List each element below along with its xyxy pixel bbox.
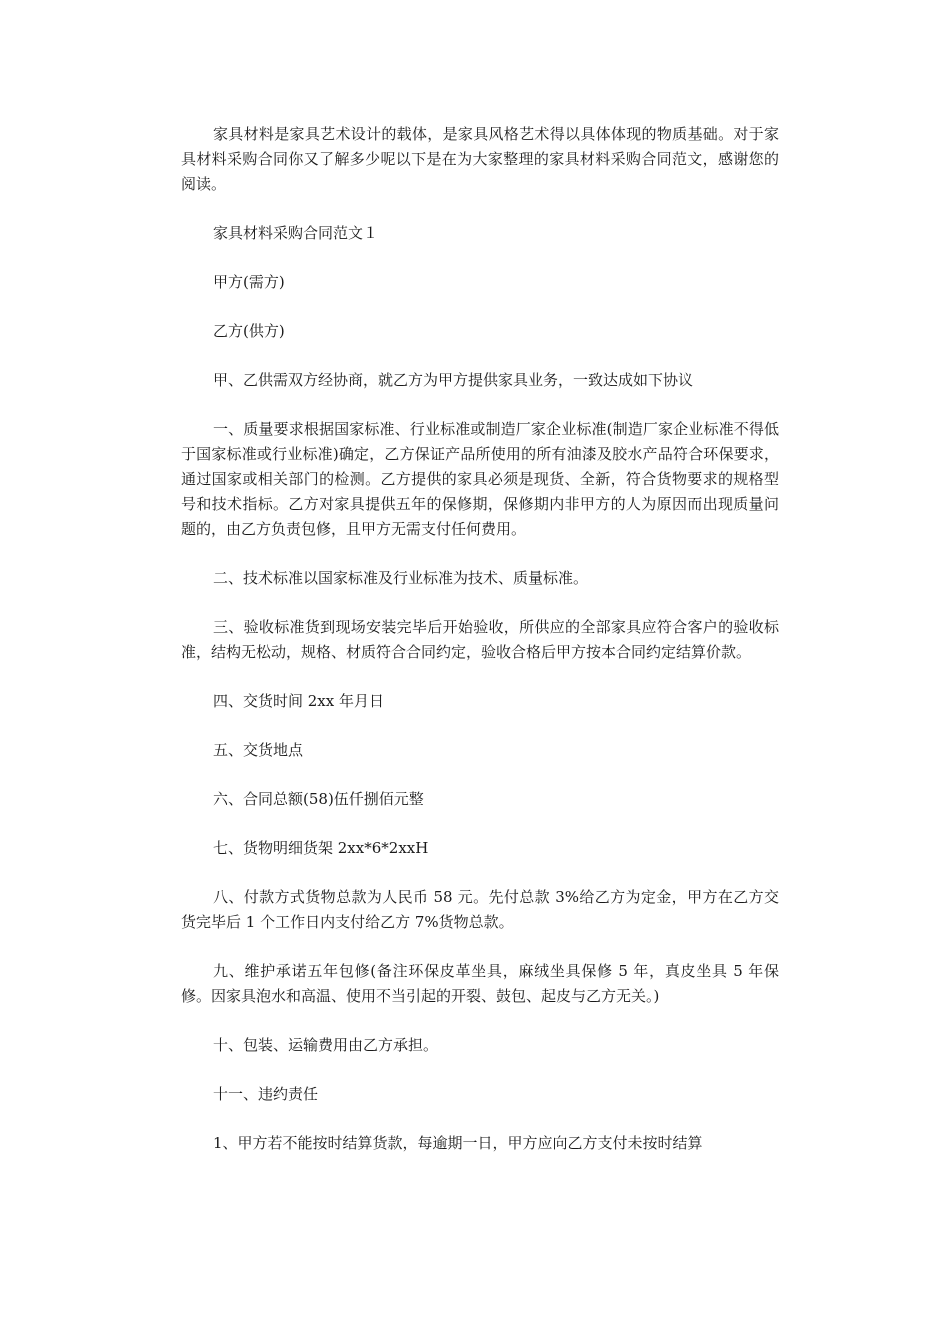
clause-payment: 八、付款方式货物总款为人民币 58 元。先付总款 3%给乙方为定金，甲方在乙方交货完毕后 1 个工作日内支付给乙方 7%货物总款。 xyxy=(181,888,779,931)
clause-technical-standard: 二、技术标准以国家标准及行业标准为技术、质量标准。 xyxy=(213,569,589,587)
clause-delivery-place: 五、交货地点 xyxy=(213,741,304,759)
clause-acceptance: 三、验收标准货到现场安装完毕后开始验收，所供应的全部家具应符合客户的验收标准，结构无松动，规格、材质符合合同约定，验收合格后甲方按本合同约定结算价款。 xyxy=(181,618,779,661)
party-b-line: 乙方(供方) xyxy=(213,322,285,340)
clause-packaging: 十、包装、运输费用由乙方承担。 xyxy=(213,1036,439,1054)
intro-paragraph: 家具材料是家具艺术设计的载体，是家具风格艺术得以具体体现的物质基础。对于家具材料采购合同你又了解多少呢以下是在为大家整理的家具材料采购合同范文，感谢您的阅读。 xyxy=(181,125,779,193)
agreement-preamble: 甲、乙供需双方经协商，就乙方为甲方提供家具业务，一致达成如下协议 xyxy=(213,371,694,389)
clause-goods-detail: 七、货物明细货架 2xx*6*2xxH xyxy=(213,839,429,857)
party-a-line: 甲方(需方) xyxy=(213,273,285,291)
clause-quality: 一、质量要求根据国家标准、行业标准或制造厂家企业标准(制造厂家企业标准不得低于国家标准或行业标准)确定，乙方保证产品所使用的所有油漆及胶水产品符合环保要求，通过国家或相关部门的检测。乙方提供的家具必须是现货、全新，符合货物要求的规格型号和技术指标。乙方对家具提供五年的保修期，保修期内非甲方的人为原因而出现质量问题的，由乙方负责包修，且甲方无需支付任何费用。 xyxy=(181,420,779,538)
clause-warranty: 九、维护承诺五年包修(备注环保皮革坐具，麻绒坐具保修 5 年，真皮坐具 5 年保修。因家具泡水和高温、使用不当引起的开裂、鼓包、起皮与乙方无关。) xyxy=(181,962,779,1005)
document-body xyxy=(181,122,779,1180)
clause-total-amount: 六、合同总额(58)伍仟捌佰元整 xyxy=(213,790,424,808)
contract-title: 家具材料采购合同范文１ xyxy=(213,224,379,242)
clause-delivery-time: 四、交货时间 2xx 年月日 xyxy=(213,692,384,710)
clause-liability-heading: 十一、违约责任 xyxy=(213,1085,319,1103)
clause-liability-item-1: 1、甲方若不能按时结算货款，每逾期一日，甲方应向乙方支付未按时结算 xyxy=(213,1134,703,1152)
